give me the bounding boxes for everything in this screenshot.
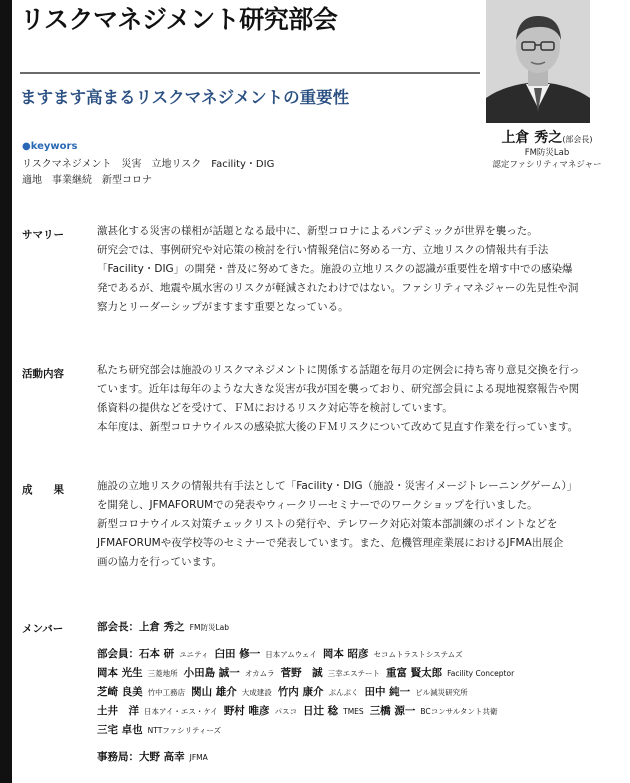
activities-line: 係資料の提供などを受けて、ＦＭにおけるリスク対応等を検討しています。 <box>97 402 453 414</box>
activities-line: 本年度は、新型コロナウイルスの感染拡大後のＦＭリスクについて改めて見直す作業を行っています。 <box>97 421 579 433</box>
summary-line: 察力とリーダーシップがますます重要となっている。 <box>97 301 349 313</box>
member-name: 日辻 稔 <box>302 705 339 717</box>
results-body <box>97 477 612 572</box>
members-row-2 <box>97 665 520 680</box>
member-org: 大成建設 <box>241 688 272 697</box>
author-photo <box>486 0 590 123</box>
title-divider <box>20 72 480 74</box>
member-org: 三幸エステート <box>327 669 380 678</box>
page-subtitle: ますます高まるリスクマネジメントの重要性 <box>20 88 350 107</box>
member-name: 芝崎 良美 <box>97 686 143 698</box>
member-name: 田中 純一 <box>364 686 411 698</box>
results-line: 施設の立地リスクの情報共有手法として「Facility・DIG（施設・災害イメージトレーニングゲーム）」 <box>97 480 578 492</box>
member-name: 上倉 秀之 <box>139 621 185 633</box>
member-org: Facility Conceptor <box>447 669 515 678</box>
members-office <box>97 749 214 764</box>
member-org: NTTファシリティーズ <box>147 726 222 735</box>
members-row-5 <box>97 722 227 737</box>
activities-label: 活動内容 <box>22 368 64 380</box>
member-name: 野村 唯彦 <box>223 705 270 717</box>
summary-line: 激甚化する災害の様相が話題となる最中に、新型コロナによるパンデミックが世界を襲った。 <box>97 225 538 237</box>
member-name: 竹内 康介 <box>277 686 324 698</box>
results-line: 新型コロナウイルス対策チェックリストの発行や、テレワーク対応対策本部訓練のポイントなどを <box>97 518 558 530</box>
summary-line: 研究会では、事例研究や対応策の検討を行い情報発信に努める一方、立地リスクの情報共有手法 <box>97 244 549 256</box>
activities-line: ています。近年は毎年のような大きな災害が我が国を襲っており、研究部会員による現地視察報告や関 <box>97 383 580 395</box>
leader-prefix: 部会長： <box>97 621 139 633</box>
portrait-image <box>486 0 590 123</box>
member-name: 大野 高幸 <box>139 751 185 763</box>
keywords-heading: ●keywors <box>22 141 78 152</box>
member-org: BCコンサルタント共衛 <box>420 707 498 716</box>
member-org: ユニティ <box>179 650 209 659</box>
keywords-line-2: 適地 事業継続 新型コロナ <box>22 175 152 186</box>
members-row-4 <box>97 703 503 718</box>
member-name: 岡本 光生 <box>97 667 143 679</box>
results-label: 成 果 <box>22 484 64 496</box>
member-name: 三宅 卓也 <box>97 724 143 736</box>
member-org: 竹中工務店 <box>147 688 186 697</box>
author-role: (部会長) <box>562 135 593 144</box>
office-prefix: 事務局： <box>97 751 139 763</box>
author-name-text: 上倉 秀之 <box>501 130 563 146</box>
author-title: 認定ファシリティマネジャー <box>492 160 602 170</box>
summary-body <box>97 222 612 317</box>
member-org: FM防災Lab <box>189 623 229 632</box>
keywords-line-1: リスクマネジメント 災害 立地リスク Facility・DIG <box>22 159 275 170</box>
member-name: 石本 研 <box>139 648 175 660</box>
member-org: オカムラ <box>244 669 275 678</box>
member-org: セコムトラストシステムズ <box>373 650 463 659</box>
member-org: 日本アイ・エス・ケイ <box>144 707 218 716</box>
member-name: 小田島 誠一 <box>183 667 240 679</box>
member-org: ビル減災研究所 <box>415 688 468 697</box>
member-name: 重富 賢太郎 <box>385 667 443 679</box>
members-row-3 <box>97 684 474 699</box>
activities-body <box>97 361 612 437</box>
member-name: 岡本 昭彦 <box>322 648 369 660</box>
list-prefix: 部会員： <box>97 648 139 660</box>
page-title: リスクマネジメント研究部会 <box>20 5 338 34</box>
member-name: 関山 雄介 <box>191 686 237 698</box>
member-org: ぷんぷく <box>328 688 359 697</box>
results-line: JFMAFORUMや夜学校等のセミナーで発表しています。また、危機管理産業展におけるJFMA出展企 <box>97 537 564 549</box>
member-org: 三菱地所 <box>147 669 178 678</box>
author-name <box>480 127 614 147</box>
activities-line: 私たち研究部会は施設のリスクマネジメントに関係する話題を毎月の定例会に持ち寄り意見交換を行っ <box>97 364 580 376</box>
left-accent-bar <box>0 0 12 783</box>
member-org: TMES <box>343 707 364 716</box>
member-name: 菅野 誠 <box>280 667 323 679</box>
member-org: パスコ <box>274 707 297 716</box>
member-org: JFMA <box>189 753 208 762</box>
member-org: 日本アムウェイ <box>265 650 317 659</box>
members-label: メンバー <box>22 623 64 635</box>
member-name: 土井 洋 <box>97 705 139 717</box>
member-name: 臼田 修一 <box>214 648 261 660</box>
summary-line: 発であるが、地震や風水害のリスクが軽減されたわけではない。ファシリティマネジャーの先見性や洞 <box>97 282 579 294</box>
member-name: 三橋 源一 <box>369 705 416 717</box>
results-line: を開発し、JFMAFORUMでの発表やウィークリーセミナーでのワークショップを行いました。 <box>97 499 538 511</box>
results-line: 画の協力を行っています。 <box>97 556 223 568</box>
summary-line: 「Facility・DIG」の開発・普及に努めてきた。施設の立地リスクの認識が重要性を増す中での感染爆 <box>97 263 573 275</box>
summary-label: サマリー <box>22 229 64 241</box>
author-affiliation: FM防災Lab <box>524 148 570 158</box>
members-leader <box>97 619 235 634</box>
members-row-1 <box>97 646 469 661</box>
